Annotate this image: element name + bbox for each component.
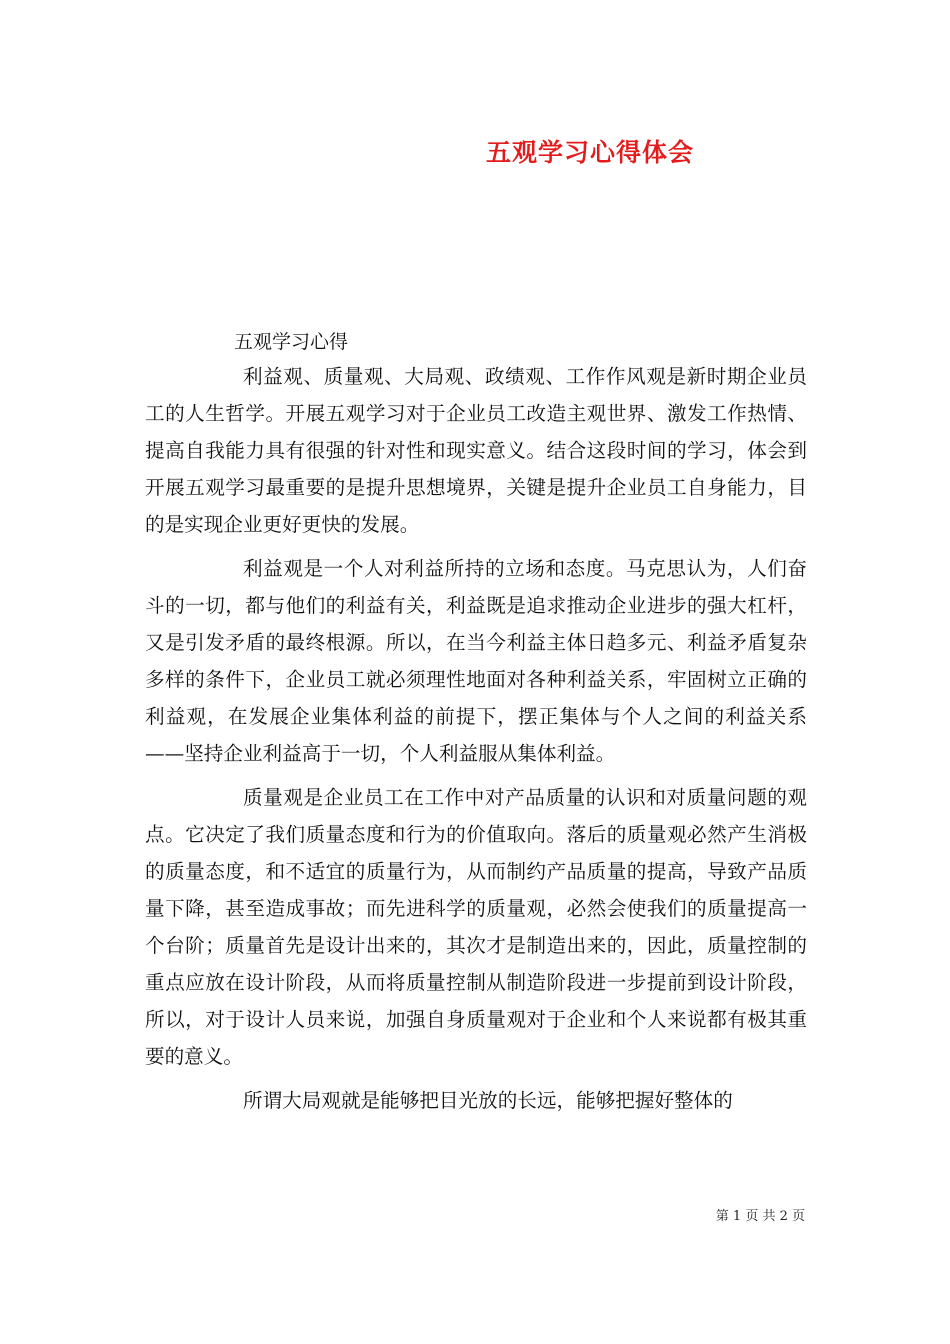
- section-subheading: 五观学习心得: [234, 331, 349, 353]
- page-number: 第 1 页 共 2 页: [715, 1209, 805, 1224]
- paragraph-overall-view: 所谓大局观就是能够把目光放的长远，能够把握好整体的: [243, 1089, 733, 1112]
- paragraph-benefit-view: 利益观是一个人对利益所持的立场和态度。马克思认为，人们奋斗的一切，都与他们的利益有关，利益既是追求推动企业进步的强大杠杆，又是引发矛盾的最终根源。所以，在当今利益主体日趋多元、利益矛盾复杂多样的条件下，企业员工就必须理性地面对各种利益关系，牢固树立正确的利益观，在发展企业集体利益的前提下，摆正集体与个人之间的利益关系——坚持企业利益高于一切，个人利益服从集体利益。: [145, 557, 807, 765]
- document-body: [145, 358, 807, 1126]
- paragraph-benefit-intro: 利益观、质量观、大局观、政绩观、工作作风观是新时期企业员工的人生哲学。开展五观学习对于企业员工改造主观世界、激发工作热情、提高自我能力具有很强的针对性和现实意义。结合这段时间的学习，体会到开展五观学习最重要的是提升思想境界，关键是提升企业员工自身能力，目的是实现企业更好更快的发展。: [145, 365, 807, 536]
- document-title: 五观学习心得体会: [485, 138, 694, 167]
- paragraph-quality-view: 质量观是企业员工在工作中对产品质量的认识和对质量问题的观点。它决定了我们质量态度和行为的价值取向。落后的质量观必然产生消极的质量态度，和不适宜的质量行为，从而制约产品质量的提高，导致产品质量下降，甚至造成事故；而先进科学的质量观，必然会使我们的质量提高一个台阶；质量首先是设计出来的，其次才是制造出来的，因此，质量控制的重点应放在设计阶段，从而将质量控制从制造阶段进一步提前到设计阶段，所以，对于设计人员来说，加强自身质量观对于企业和个人来说都有极其重要的意义。: [145, 786, 807, 1068]
